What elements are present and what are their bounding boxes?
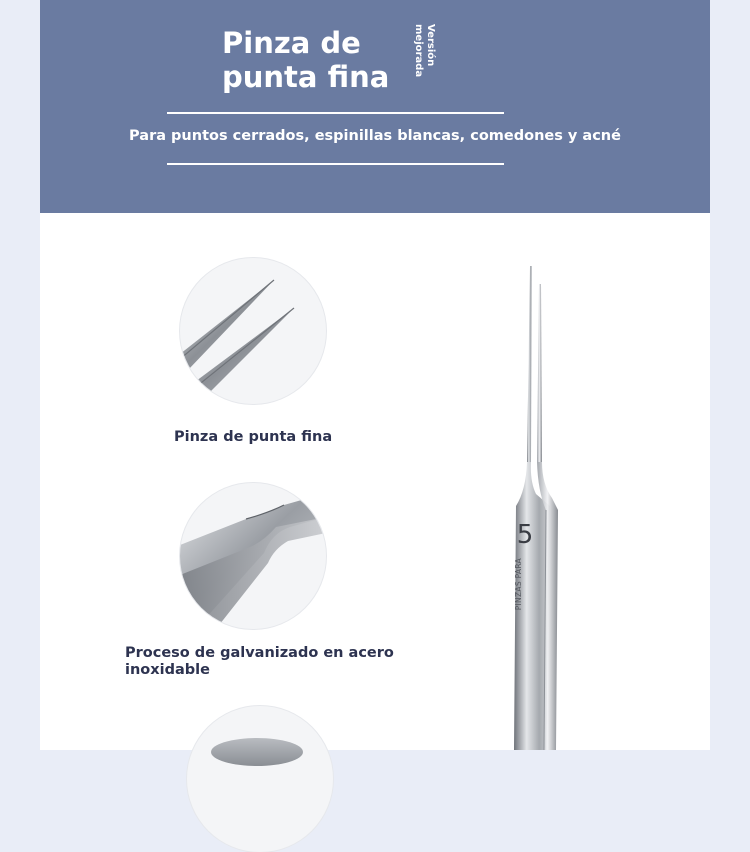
version-badge: [412, 24, 452, 90]
engraving-label: PINZAS PARA: [514, 558, 523, 611]
page-subtitle: Para puntos cerrados, espinillas blancas, comedones y acné: [129, 128, 621, 144]
title-line-2: punta fina: [222, 60, 390, 94]
galvanized-joint-icon: [180, 483, 326, 629]
page-title: [222, 26, 389, 94]
tweezers-image: [496, 262, 576, 750]
feature-caption-2: Proceso de galvanizado en acero inoxidable: [125, 645, 394, 678]
fine-tip-icon: [180, 258, 326, 404]
engraving-number: 5: [516, 520, 534, 550]
feature-caption-1: Pinza de punta fina: [174, 429, 333, 445]
title-line-1: Pinza de: [222, 26, 361, 60]
version-badge-text: Versión mejorada: [413, 24, 436, 78]
third-detail-icon: [187, 706, 333, 852]
divider-bottom: [167, 163, 504, 165]
divider-top: [167, 112, 504, 114]
